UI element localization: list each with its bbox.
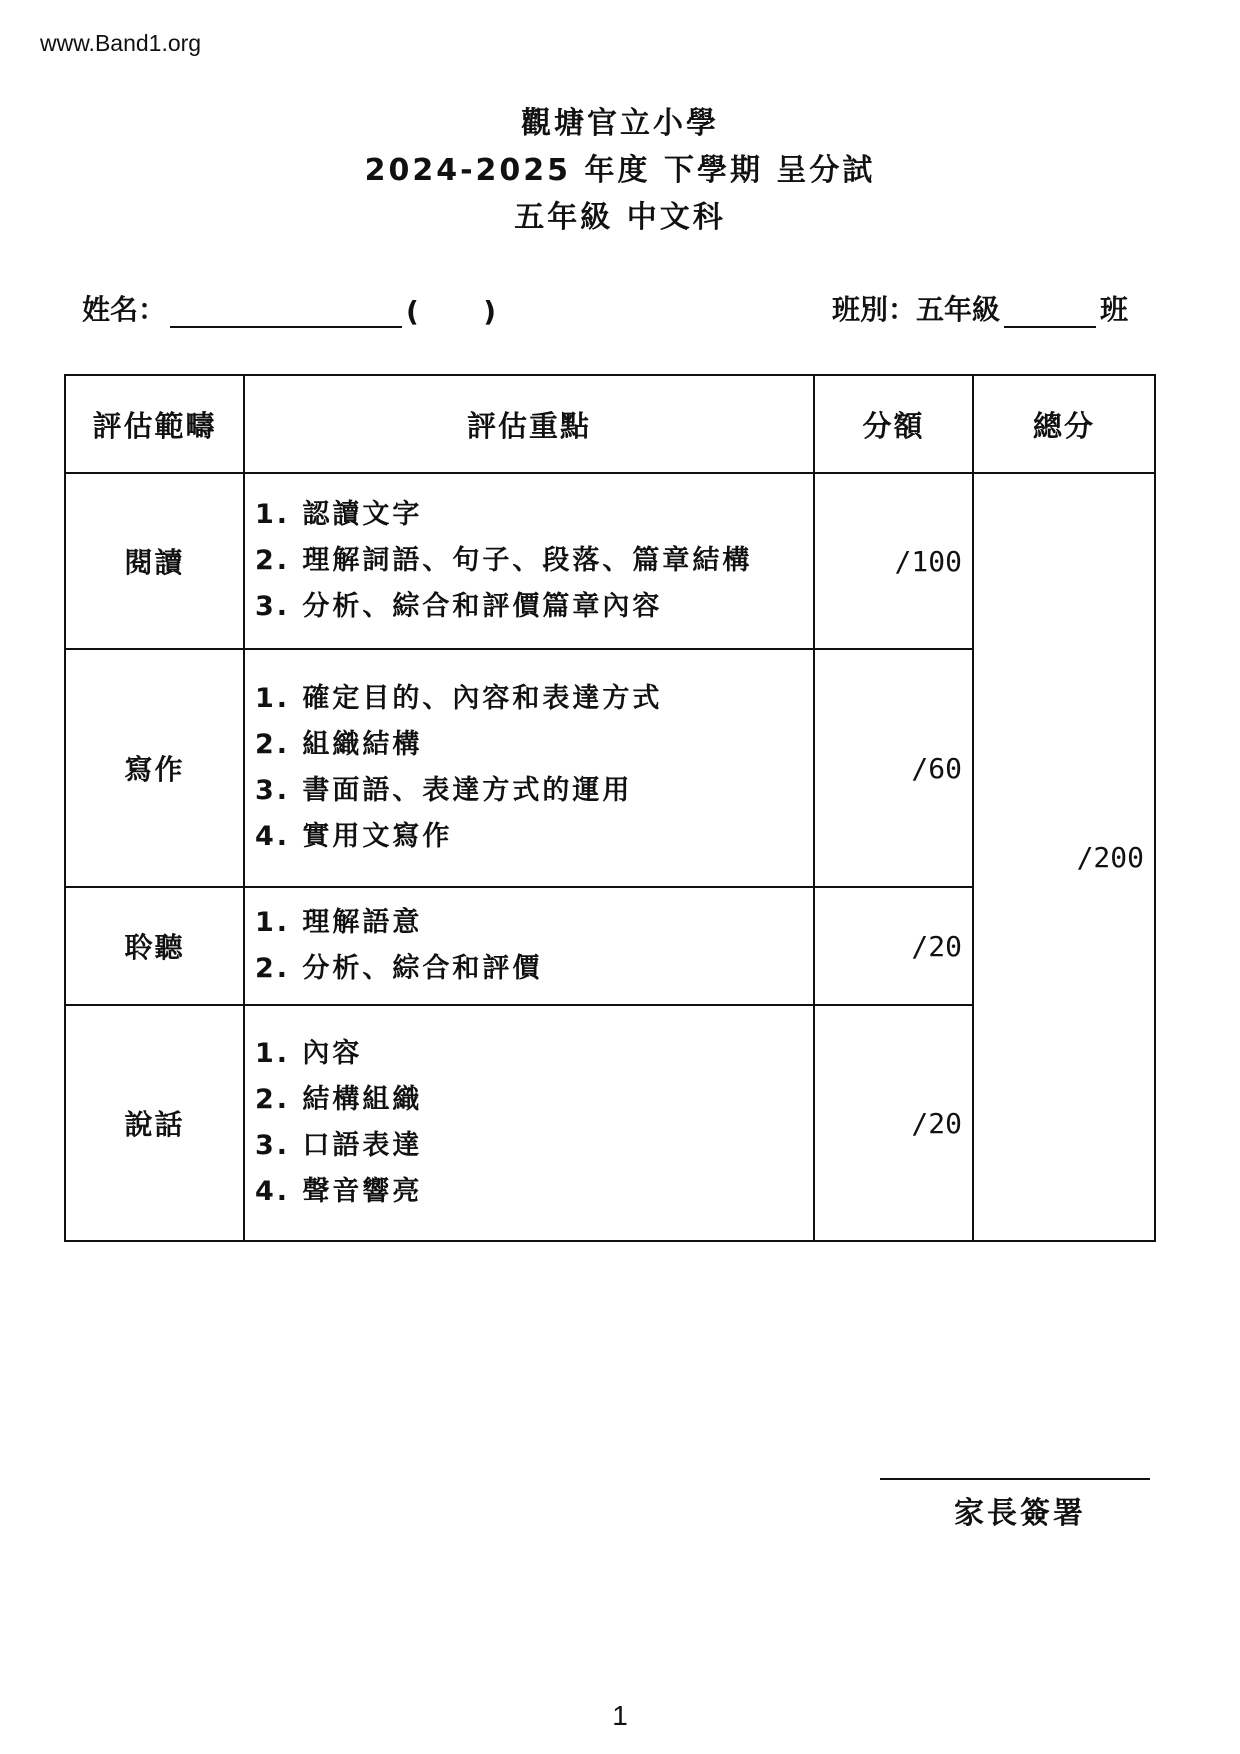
list-item: 2. 理解詞語、句子、段落、篇章結構 xyxy=(254,545,753,576)
name-field xyxy=(82,288,496,328)
header-total: 總分 xyxy=(973,375,1155,473)
category-listening: 聆聽 xyxy=(65,887,244,1005)
paren-open: ( xyxy=(406,295,419,328)
points-reading xyxy=(244,473,814,649)
list-item: 3. 書面語、表達方式的運用 xyxy=(254,775,633,806)
category-writing: 寫作 xyxy=(65,649,244,887)
score-listening[interactable]: /20 xyxy=(814,887,973,1005)
name-label: 姓名： xyxy=(82,293,167,326)
list-item: 2. 組織結構 xyxy=(254,729,423,760)
exam-term: 2024-2025 年度 下學期 呈分試 xyxy=(364,153,876,188)
category-speaking: 說話 xyxy=(65,1005,244,1241)
assessment-table xyxy=(64,374,1156,1242)
list-item: 4. 聲音響亮 xyxy=(254,1176,423,1207)
page-number: 1 xyxy=(612,1700,628,1731)
score-speaking[interactable]: /20 xyxy=(814,1005,973,1241)
header-category: 評估範疇 xyxy=(65,375,244,473)
points-speaking xyxy=(244,1005,814,1241)
points-listening xyxy=(244,887,814,1005)
list-item: 3. 分析、綜合和評價篇章內容 xyxy=(254,591,663,622)
table-row xyxy=(65,473,1155,649)
name-blank[interactable] xyxy=(170,296,402,328)
list-item: 4. 實用文寫作 xyxy=(254,821,453,852)
class-field xyxy=(832,288,1128,328)
list-item: 2. 結構組織 xyxy=(254,1084,423,1115)
list-item: 1. 理解語意 xyxy=(254,907,423,938)
class-blank[interactable] xyxy=(1004,296,1096,328)
class-number-field[interactable] xyxy=(406,295,496,328)
signature-label: 家長簽署 xyxy=(954,1496,1086,1531)
paren-close: ) xyxy=(483,295,497,328)
class-label: 班別：五年級 xyxy=(831,293,1000,326)
table-header-row xyxy=(65,375,1155,473)
list-item: 2. 分析、綜合和評價 xyxy=(254,953,543,984)
watermark-url: www.Band1.org xyxy=(40,30,202,56)
header-focus: 評估重點 xyxy=(244,375,814,473)
list-item: 1. 認讀文字 xyxy=(254,499,423,530)
header-allocation: 分額 xyxy=(814,375,973,473)
list-item: 3. 口語表達 xyxy=(254,1130,423,1161)
school-name: 觀塘官立小學 xyxy=(521,106,719,141)
total-score[interactable]: /200 xyxy=(973,473,1155,1241)
signature-line[interactable] xyxy=(880,1478,1150,1480)
score-writing[interactable]: /60 xyxy=(814,649,973,887)
category-reading: 閱讀 xyxy=(65,473,244,649)
grade-subject: 五年級 中文科 xyxy=(514,200,726,235)
points-writing xyxy=(244,649,814,887)
score-reading[interactable]: /100 xyxy=(814,473,973,649)
list-item: 1. 內容 xyxy=(254,1038,363,1069)
list-item: 1. 確定目的、內容和表達方式 xyxy=(254,683,663,714)
class-suffix: 班 xyxy=(1099,293,1128,326)
